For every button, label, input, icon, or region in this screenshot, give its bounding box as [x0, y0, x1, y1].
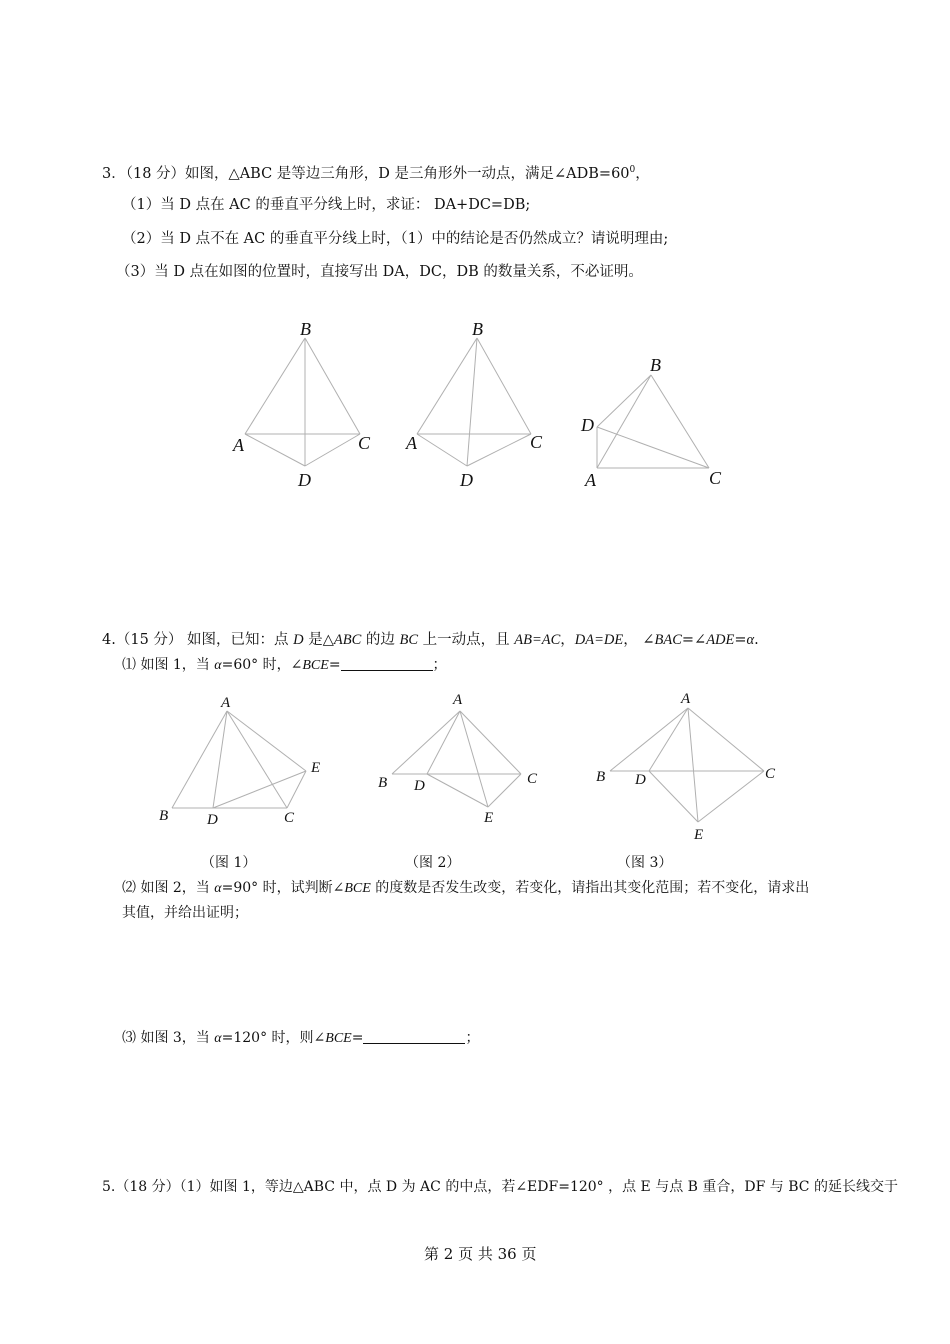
q4-fig2-label-d: D: [414, 778, 425, 794]
q4-fig1-label-d: D: [207, 812, 218, 828]
q3-fig3-lines: [597, 375, 709, 468]
q3-fig2-label-a: A: [406, 433, 417, 453]
q4-p3-alpha: α: [214, 1031, 222, 1046]
q3-fig3-label-c: C: [709, 468, 722, 488]
q3-fig2-label-c: C: [530, 432, 543, 452]
q4-fig2-label-b: B: [378, 775, 388, 791]
q3-fig1-label-a: A: [233, 435, 244, 455]
q3-stem-sup: 0: [629, 165, 636, 175]
q3-fig1-lines: [245, 338, 360, 466]
q4-fig1-label-c: C: [284, 810, 295, 826]
q3-fig2-lines: [417, 338, 531, 466]
q4-p2-bce: BCE: [344, 881, 371, 896]
q4-caption-2: （图 2）: [405, 855, 461, 871]
q4-fig3-lines: [610, 708, 764, 822]
q3-part1: （1）当 D 点在 AC 的垂直平分线上时，求证： DA+DC=DB;: [122, 197, 531, 213]
q4-part1: [122, 655, 447, 676]
q4-point-d: D: [293, 632, 304, 648]
q4-part2: [122, 878, 809, 899]
q4-fig3-label-a: A: [681, 691, 691, 707]
q4-fig2-label-a: A: [453, 692, 463, 708]
q3-fig1-label-c: C: [358, 433, 371, 453]
q3-part2: （2）当 D 点不在 AC 的垂直平分线上时，（1）中的结论是否仍然成立？请说明理由;: [122, 231, 669, 247]
q3-stem-end: ，: [635, 165, 650, 182]
q4-stem-a: 如图，已知：点: [182, 632, 294, 648]
q4-stem-c: 的边: [361, 632, 400, 648]
q4-fig1-label-a: A: [221, 695, 231, 711]
q4-p1-bce: BCE: [302, 658, 329, 673]
q4-fig3-label-d: D: [635, 772, 646, 788]
q3-stem-text: 如图，△ABC 是等边三角形，D 是三角形外一动点，满足∠ADB=60: [185, 165, 630, 182]
q4-part3: [122, 1028, 479, 1049]
q3-score: （18 分）: [125, 165, 186, 182]
q4-fig1-label-e: E: [311, 760, 321, 776]
q4-p2-b: =90° 时，试判断∠: [221, 880, 345, 896]
q4-stem-b: 是△: [303, 632, 334, 648]
q4-p1-end: ；: [432, 657, 447, 673]
q4-caption-3: （图 3）: [617, 855, 673, 871]
q4-eq: =∠: [681, 632, 707, 648]
q3-fig2-label-d: D: [460, 470, 473, 490]
q4-fig3-label-c: C: [765, 766, 776, 782]
q4-score: （15 分）: [115, 632, 183, 648]
q4-stem-d: 上一动点，且: [418, 632, 515, 648]
q3-number: 3．: [102, 165, 126, 182]
q4-stem: [102, 630, 759, 650]
q4-sep2: ， ∠: [623, 632, 655, 648]
q4-cond3: BAC: [654, 632, 682, 648]
q4-end: .: [754, 632, 759, 648]
q4-triangle-abc: ABC: [333, 632, 362, 648]
q3-fig3-label-b: B: [650, 355, 661, 375]
q3-fig1-label-d: D: [298, 470, 311, 490]
q4-number: 4.: [102, 632, 116, 648]
q4-sep1: ，: [560, 632, 575, 648]
q4-p2-a: ⑵ 如图 2，当: [122, 880, 215, 896]
q4-p1-b: =60° 时，∠: [221, 657, 303, 673]
q4-p1-a: ⑴ 如图 1，当: [122, 657, 215, 673]
q3-fig2-label-b: B: [472, 319, 483, 339]
q4-p3-answer-blank[interactable]: [363, 1029, 465, 1044]
q4-p3-bce: BCE: [325, 1031, 352, 1046]
q4-eq2: =: [734, 632, 747, 648]
q4-p1-alpha: α: [214, 658, 222, 673]
q4-fig2-lines: [392, 711, 521, 807]
q3-fig1-label-b: B: [300, 319, 311, 339]
q4-p3-a: ⑶ 如图 3，当: [122, 1030, 215, 1046]
page-footer: 第 2 页 共 36 页: [424, 1245, 537, 1263]
q4-cond1: AB=AC: [514, 632, 561, 648]
q4-fig1-label-b: B: [159, 808, 169, 824]
q3-fig3-label-a: A: [585, 470, 596, 490]
q4-fig3-label-b: B: [596, 769, 606, 785]
q4-fig2-label-c: C: [527, 771, 538, 787]
q4-side-bc: BC: [399, 632, 419, 648]
q4-p1-c: =: [328, 657, 341, 673]
q3-fig3-label-d: D: [581, 415, 594, 435]
q4-fig3-label-e: E: [694, 827, 704, 843]
q4-p2-alpha: α: [214, 881, 222, 896]
q4-p3-c: =: [351, 1030, 364, 1046]
q5-stem: 5.（18 分）（1）如图 1，等边△ABC 中，点 D 为 AC 的中点，若∠EDF=120° ，点 E 与点 B 重合，DF 与 BC 的延长线交于: [102, 1179, 898, 1195]
q4-part2-cont: 其值，并给出证明；: [122, 905, 248, 921]
q4-p3-b: =120° 时，则∠: [221, 1030, 326, 1046]
q4-p3-end: ；: [465, 1030, 480, 1046]
q4-p1-answer-blank[interactable]: [341, 656, 433, 671]
q4-p2-c: 的度数是否发生改变，若变化，请指出其变化范围；若不变化，请求出: [370, 880, 810, 896]
q4-alpha: α: [746, 632, 755, 648]
q4-cond2: DA=DE: [574, 632, 624, 648]
q4-fig2-label-e: E: [484, 810, 494, 826]
q4-caption-1: （图 1）: [201, 855, 257, 871]
q3-part3: （3）当 D 点在如图的位置时，直接写出 DA，DC，DB 的数量关系，不必证明。: [116, 264, 643, 280]
q4-fig1-lines: [172, 711, 306, 808]
q4-cond4: ADE: [706, 632, 735, 648]
